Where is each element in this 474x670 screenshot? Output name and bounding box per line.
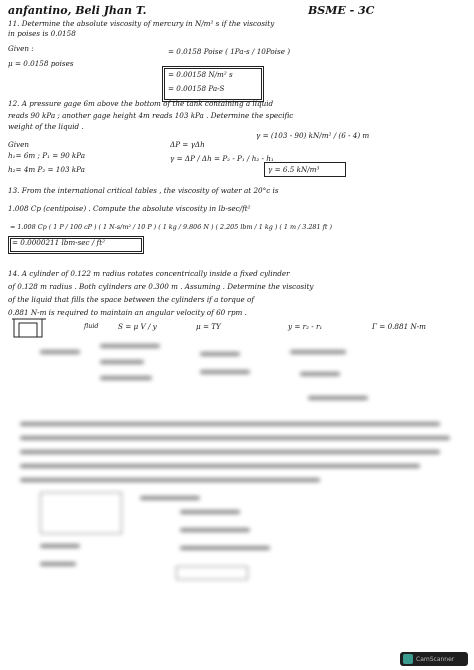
problem-12-line-2: reads 90 kPa ; another gage height 4m reads 103 kPa . Determine the specific: [8, 111, 294, 120]
fluid-label: fluid: [84, 322, 99, 330]
problem-12-gamma-formula: γ = ΔP / Δh = P₂ - P₁ / h₂ - h₁: [170, 154, 274, 163]
problem-11-conversion: = 0.0158 Poise ( 1Pa-s / 10Poise ): [168, 47, 291, 56]
problem-11-line-2: in poises is 0.0158: [8, 29, 76, 38]
problem-14-line-2: of 0.128 m radius . Both cylinders are 0.300 m . Assuming . Determine the viscosity: [8, 282, 314, 291]
problem-13-line-1: 13. From the international critical tables , the viscosity of water at 20°c is: [8, 186, 279, 195]
problem-12-line-3: weight of the liquid .: [8, 122, 84, 131]
problem-14-line-4: 0.881 N-m is required to maintain an angular velocity of 60 rpm .: [8, 308, 247, 317]
problem-12-answer: γ = 6.5 kN/m³: [268, 165, 320, 174]
problem-12-h1: h₁= 6m ; P₁ = 90 kPa: [8, 151, 86, 160]
camscanner-logo-icon: [403, 654, 413, 664]
problem-12-answer-box: [264, 162, 346, 177]
problem-11-line-1: 11. Determine the absolute viscosity of mercury in N/m² s if the viscosity: [8, 19, 275, 28]
problem-12-calculation: γ = (103 - 90) kN/m² / (6 - 4) m: [256, 131, 370, 140]
problem-12-dp-formula: ΔP = γΔh: [170, 140, 205, 149]
problem-13-line-2: 1.008 Cp (centipoise) . Compute the absolute viscosity in lb-sec/ft²: [8, 204, 251, 213]
problem-14-line-1: 14. A cylinder of 0.122 m radius rotates concentrically inside a fixed cylinder: [8, 269, 290, 278]
problem-14-shear-eq: S = μ V / y: [118, 322, 157, 331]
problem-12-given: Given: [8, 140, 29, 149]
student-name: anfantino, Beli Jhan T.: [8, 4, 147, 17]
problem-14-line-3: of the liquid that fills the space between the cylinders if a torque of: [8, 295, 255, 304]
problem-11-given: Given :: [8, 44, 34, 53]
problem-11-answer-2: = 0.00158 Pa-S: [168, 84, 225, 93]
problem-14-y-eq: y = r₂ - r₁: [288, 322, 323, 331]
blurred-content-area: [0, 332, 474, 632]
problem-13-answer: = 0.0000211 lbm-sec / ft²: [12, 238, 105, 247]
camscanner-badge: [400, 652, 468, 666]
class-section: BSME - 3C: [308, 4, 375, 17]
problem-12-h2: h₂= 4m P₂ = 103 kPa: [8, 165, 85, 174]
camscanner-label: CamScanner: [416, 655, 455, 663]
problem-12-line-1: 12. A pressure gage 6m above the bottom of the tank containing a liquid: [8, 99, 274, 108]
problem-11-answer-1: = 0.00158 N/m² s: [168, 70, 233, 79]
problem-13-calculation: = 1.008 Cp ( 1 P / 100 cP ) ( 1 N-s/m² / 10 P ) ( 1 kg / 9.806 N ) ( 2.205 lbm / 1 kg ) ( 1 m / 3.281 ft ): [10, 223, 333, 231]
problem-11-mu: μ = 0.0158 poises: [8, 59, 74, 68]
problem-14-torque: Γ = 0.881 N-m: [372, 322, 426, 331]
problem-14-mu-eq: μ = TY: [196, 322, 221, 331]
